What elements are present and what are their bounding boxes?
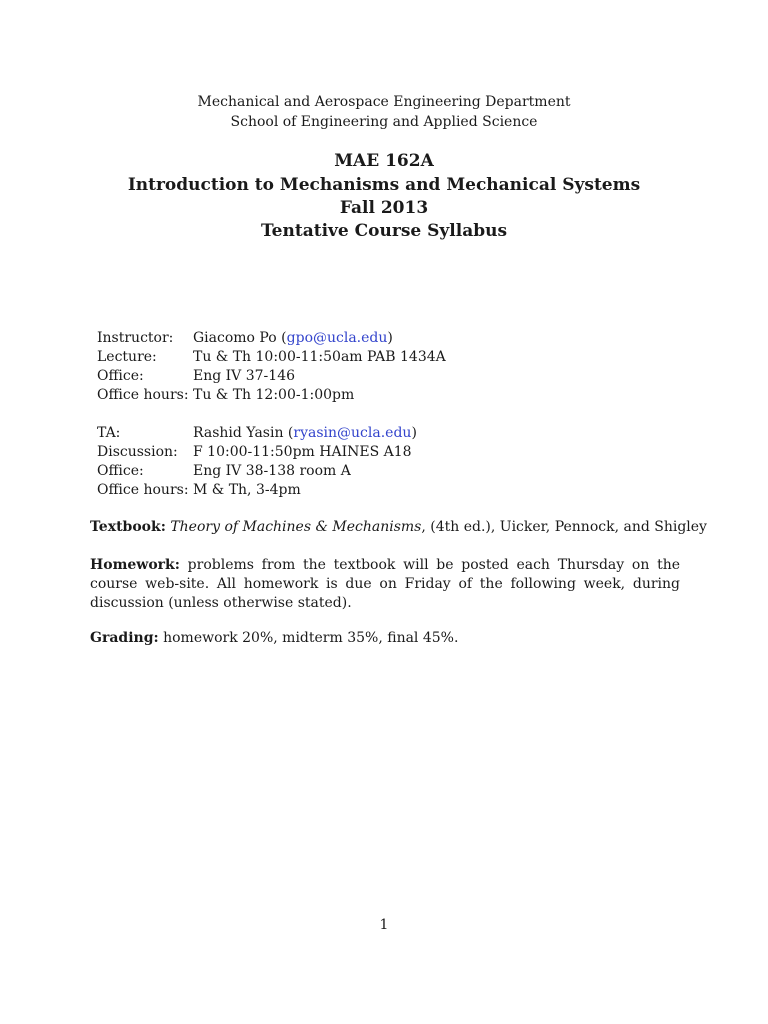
course-term: Fall 2013: [339, 198, 429, 218]
lecture-value: Tu & Th 10:00-11:50am PAB 1434A: [193, 349, 446, 365]
instructor-hours-value: Tu & Th 12:00-1:00pm: [193, 387, 355, 403]
lecture-row: [97, 349, 697, 368]
instructor-office-value: Eng IV 37-146: [193, 368, 296, 384]
instructor-row: [97, 330, 697, 349]
school-name: School of Engineering and Applied Science: [230, 114, 538, 130]
ta-value: Rashid Yasin (ryasin@ucla.edu): [193, 425, 417, 441]
ta-hours-label: Office hours:: [97, 482, 189, 498]
grading-label: Grading:: [90, 630, 159, 646]
instructor-email-link[interactable]: gpo@ucla.edu: [286, 330, 388, 346]
textbook-title: Theory of Machines & Mechanisms: [170, 519, 422, 535]
textbook-details: , (4th ed.), Uicker, Pennock, and Shigley: [421, 519, 707, 535]
discussion-label: Discussion:: [97, 444, 178, 460]
ta-label: TA:: [97, 425, 121, 441]
textbook-label: Textbook:: [90, 519, 166, 535]
ta-office-value: Eng IV 38-138 room A: [193, 463, 351, 479]
instructor-value: Giacomo Po (gpo@ucla.edu): [193, 330, 393, 346]
instructor-name: Giacomo Po: [193, 330, 277, 346]
ta-name: Rashid Yasin: [193, 425, 284, 441]
department-name: Mechanical and Aerospace Engineering Department: [197, 94, 571, 110]
homework-text: problems from the textbook will be posted each Thursday on the course web-site. All homework is due on Friday of the following week, during discussion (unless otherwise stated).: [90, 557, 681, 611]
lecture-label: Lecture:: [97, 349, 157, 365]
ta-hours-row: [97, 482, 697, 501]
discussion-row: [97, 444, 697, 463]
ta-office-label: Office:: [97, 463, 144, 479]
ta-office-row: [97, 463, 697, 482]
course-code: MAE 162A: [334, 151, 434, 171]
discussion-value: F 10:00-11:50pm HAINES A18: [193, 444, 412, 460]
homework-paragraph: [90, 556, 680, 613]
ta-email-link[interactable]: ryasin@ucla.edu: [293, 425, 412, 441]
textbook-paragraph: [90, 518, 707, 537]
instructor-office-row: [97, 368, 697, 387]
instructor-hours-row: [97, 387, 697, 406]
grading-paragraph: [90, 629, 680, 648]
instructor-label: Instructor:: [97, 330, 174, 346]
ta-hours-value: M & Th, 3-4pm: [193, 482, 301, 498]
instructor-office-label: Office:: [97, 368, 144, 384]
grading-text: homework 20%, midterm 35%, final 45%.: [163, 630, 459, 646]
page-number: 1: [379, 917, 389, 933]
ta-row: [97, 425, 697, 444]
instructor-hours-label: Office hours:: [97, 387, 189, 403]
document-title: Tentative Course Syllabus: [260, 221, 508, 241]
homework-label: Homework:: [90, 557, 180, 573]
course-title: Introduction to Mechanisms and Mechanical Systems: [127, 175, 641, 195]
